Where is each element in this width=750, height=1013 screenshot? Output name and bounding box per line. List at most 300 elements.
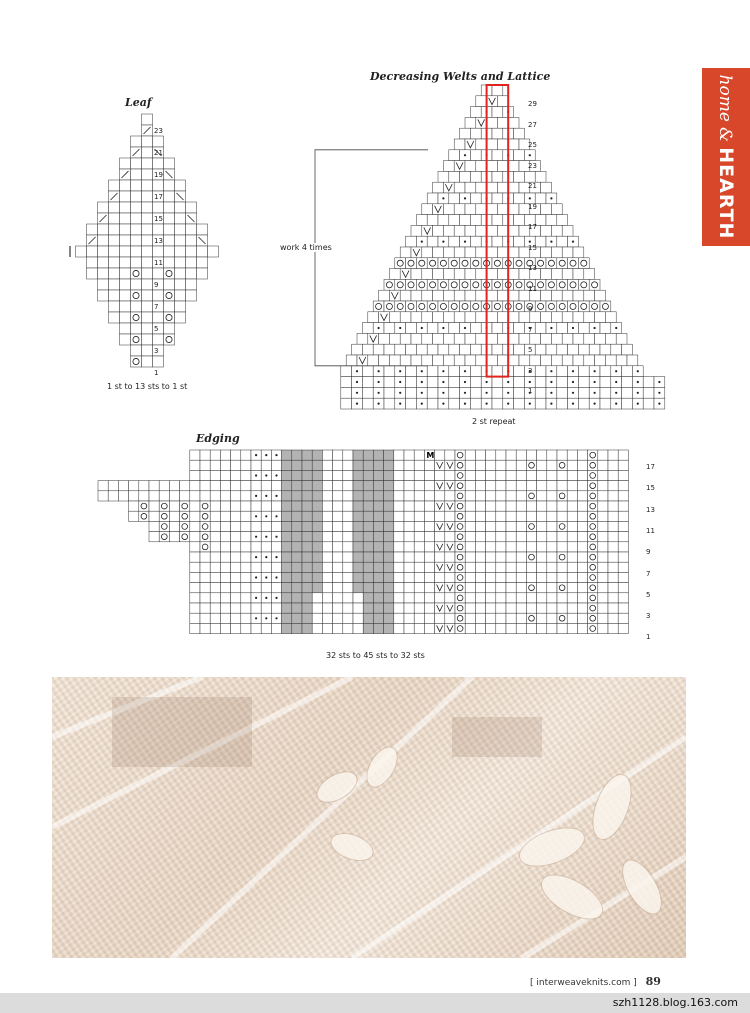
chart-cell (353, 532, 363, 542)
chart-cell (557, 501, 567, 511)
chart-cell (142, 356, 153, 367)
chart-cell (76, 246, 87, 257)
chart-cell (131, 290, 142, 301)
chart-cell (149, 511, 159, 521)
chart-cell (400, 333, 411, 344)
chart-cell (465, 312, 476, 323)
chart-cell (514, 387, 525, 398)
chart-cell (573, 269, 584, 280)
chart-cell (526, 532, 536, 542)
chart-cell (537, 603, 547, 613)
chart-cell (547, 542, 557, 552)
chart-cell (567, 501, 577, 511)
chart-cell (537, 572, 547, 582)
chart-cell (302, 521, 312, 531)
chart-cell (395, 279, 406, 290)
chart-cell (210, 542, 220, 552)
chart-cell (567, 481, 577, 491)
chart-cell (470, 107, 481, 118)
chart-cell (404, 593, 414, 603)
chart-cell (159, 501, 169, 511)
chart-cell (608, 613, 618, 623)
row-number: 19 (154, 171, 163, 179)
chart-cell (118, 491, 128, 501)
chart-cell (496, 562, 506, 572)
chart-cell (557, 377, 568, 388)
chart-cell (343, 481, 353, 491)
chart-cell (547, 481, 557, 491)
chart-cell (475, 562, 485, 572)
chart-cell (271, 501, 281, 511)
row-number: 7 (528, 325, 533, 334)
chart-cell (465, 572, 475, 582)
chart-cell (598, 460, 608, 470)
chart-cell (368, 312, 379, 323)
chart-cell (557, 258, 568, 269)
purl-symbol (572, 241, 574, 243)
chart-cell (175, 290, 186, 301)
chart-cell (465, 290, 476, 301)
chart-cell (616, 333, 627, 344)
chart-cell (292, 552, 302, 562)
chart-cell (547, 623, 557, 633)
chart-cell (231, 521, 241, 531)
chart-cell (109, 301, 120, 312)
chart-cell (486, 542, 496, 552)
chart-cell (261, 460, 271, 470)
chart-cell (465, 501, 475, 511)
chart-cell (496, 521, 506, 531)
chart-cell (292, 481, 302, 491)
chart-cell (363, 613, 373, 623)
chart-cell (109, 268, 120, 279)
chart-cell (149, 491, 159, 501)
chart-cell (363, 460, 373, 470)
chart-cell (384, 460, 394, 470)
chart-cell (454, 225, 465, 236)
chart-cell (588, 542, 598, 552)
chart-cell (400, 290, 411, 301)
chart-cell (200, 501, 210, 511)
chart-cell (476, 269, 487, 280)
chart-cell (424, 623, 434, 633)
chart-cell (292, 542, 302, 552)
chart-cell (159, 511, 169, 521)
chart-cell (406, 366, 417, 377)
chart-cell (164, 334, 175, 345)
chart-cell (497, 333, 508, 344)
chart-cell (200, 460, 210, 470)
chart-cell (470, 258, 481, 269)
purl-symbol (421, 392, 423, 394)
chart-cell (546, 215, 557, 226)
chart-cell (475, 450, 485, 460)
chart-cell (445, 450, 455, 460)
chart-cell (384, 323, 395, 334)
chart-cell (131, 213, 142, 224)
chart-cell (567, 583, 577, 593)
chart-cell (282, 481, 292, 491)
chart-cell (465, 450, 475, 460)
purl-symbol (507, 392, 509, 394)
chart-cell (343, 460, 353, 470)
chart-cell (573, 247, 584, 258)
chart-cell (438, 258, 449, 269)
purl-symbol (265, 515, 267, 517)
chart-cell (210, 572, 220, 582)
chart-cell (200, 552, 210, 562)
purl-symbol (550, 241, 552, 243)
chart-cell (210, 460, 220, 470)
chart-cell (241, 613, 251, 623)
chart-cell (98, 290, 109, 301)
chart-cell (476, 204, 487, 215)
chart-cell (302, 542, 312, 552)
chart-cell (312, 450, 322, 460)
chart-cell (557, 470, 567, 480)
chart-cell (333, 562, 343, 572)
chart-cell (618, 603, 628, 613)
purl-symbol (529, 197, 531, 199)
chart-cell (506, 603, 516, 613)
chart-cell (516, 481, 526, 491)
chart-cell (526, 572, 536, 582)
chart-cell (567, 511, 577, 521)
chart-cell (404, 470, 414, 480)
purl-symbol (255, 454, 257, 456)
chart-cell (302, 450, 312, 460)
chart-cell (363, 521, 373, 531)
chart-cell (400, 312, 411, 323)
chart-cell (519, 312, 530, 323)
chart-cell (282, 491, 292, 501)
chart-cell (394, 562, 404, 572)
chart-cell (465, 511, 475, 521)
chart-cell (190, 470, 200, 480)
chart-cell (384, 542, 394, 552)
chart-cell (618, 613, 628, 623)
chart-cell (251, 603, 261, 613)
chart-cell (394, 552, 404, 562)
chart-cell (210, 552, 220, 562)
chart-cell (394, 460, 404, 470)
chart-cell (557, 236, 568, 247)
chart-cell (424, 613, 434, 623)
chart-cell (492, 128, 503, 139)
chart-cell (422, 204, 433, 215)
chart-cell (333, 593, 343, 603)
chart-cell (384, 603, 394, 613)
chart-cell (497, 96, 508, 107)
chart-cell (373, 613, 383, 623)
chart-cell (475, 491, 485, 501)
chart-cell (427, 366, 438, 377)
purl-symbol (356, 370, 358, 372)
purl-symbol (275, 454, 277, 456)
row-number: 3 (154, 347, 159, 355)
chart-cell (465, 117, 476, 128)
chart-cell (373, 593, 383, 603)
row-number: 9 (154, 281, 159, 289)
chart-cell (584, 333, 595, 344)
chart-cell (87, 268, 98, 279)
chart-cell (142, 158, 153, 169)
row-number: 17 (154, 193, 163, 201)
chart-cell (424, 572, 434, 582)
chart-cell (578, 398, 589, 409)
chart-cell (608, 623, 618, 633)
chart-cell (400, 355, 411, 366)
chart-cell (190, 572, 200, 582)
chart-cell (422, 333, 433, 344)
chart-cell (231, 491, 241, 501)
chart-cell (231, 450, 241, 460)
chart-cell (333, 542, 343, 552)
row-number: 13 (528, 264, 537, 272)
chart-cell (557, 387, 568, 398)
chart-cell (567, 603, 577, 613)
purl-symbol (464, 241, 466, 243)
chart-cell (322, 542, 332, 552)
chart-cell (142, 136, 153, 147)
purl-symbol (255, 536, 257, 538)
chart-cell (455, 450, 465, 460)
chart-cell (363, 562, 373, 572)
chart-cell (175, 213, 186, 224)
chart-cell (210, 562, 220, 572)
chart-cell (516, 470, 526, 480)
chart-cell (567, 593, 577, 603)
chart-cell (567, 562, 577, 572)
chart-cell (190, 593, 200, 603)
chart-cell (142, 279, 153, 290)
chart-cell (333, 623, 343, 633)
chart-cell (541, 333, 552, 344)
chart-cell (422, 269, 433, 280)
chart-cell (292, 593, 302, 603)
chart-cell (333, 511, 343, 521)
chart-cell (492, 107, 503, 118)
chart-cell (424, 491, 434, 501)
chart-cell (433, 182, 444, 193)
chart-cell (200, 521, 210, 531)
chart-cell (455, 511, 465, 521)
chart-cell (373, 623, 383, 633)
chart-cell (598, 450, 608, 460)
chart-cell (210, 470, 220, 480)
purl-symbol (572, 327, 574, 329)
row-number: 13 (646, 505, 655, 514)
chart-cell (470, 193, 481, 204)
purl-symbol (529, 403, 531, 405)
chart-cell (261, 603, 271, 613)
chart-cell (153, 356, 164, 367)
chart-cell (422, 247, 433, 258)
chart-cell (492, 171, 503, 182)
row-number: 1 (646, 633, 651, 642)
chart-cell (200, 450, 210, 460)
chart-cell (322, 491, 332, 501)
chart-cell (506, 511, 516, 521)
watermark-bar (0, 993, 750, 1013)
chart-cell (438, 215, 449, 226)
chart-cell (643, 377, 654, 388)
chart-cell (465, 204, 476, 215)
chart-cell (406, 258, 417, 269)
purl-symbol (255, 617, 257, 619)
section-tab-amp: & (715, 127, 735, 143)
chart-cell (487, 333, 498, 344)
chart-cell (475, 501, 485, 511)
chart-cell (120, 268, 131, 279)
row-number: 11 (528, 284, 537, 293)
chart-cell (476, 355, 487, 366)
chart-cell (164, 323, 175, 334)
chart-cell (526, 460, 536, 470)
chart-cell (271, 542, 281, 552)
chart-cell (598, 521, 608, 531)
chart-cell (231, 481, 241, 491)
chart-cell (373, 552, 383, 562)
chart-cell (373, 583, 383, 593)
chart-cell (492, 215, 503, 226)
chart-cell (557, 301, 568, 312)
chart-cell (598, 552, 608, 562)
purl-symbol (464, 154, 466, 156)
chart-cell (312, 491, 322, 501)
chart-cell (159, 532, 169, 542)
chart-cell (251, 501, 261, 511)
chart-cell (577, 542, 587, 552)
chart-cell (547, 593, 557, 603)
chart-cell (435, 532, 445, 542)
chart-cell (573, 312, 584, 323)
chart-cell (537, 552, 547, 562)
chart-cell (530, 312, 541, 323)
chart-cell (153, 334, 164, 345)
purl-symbol (615, 327, 617, 329)
chart-cell (241, 511, 251, 521)
chart-cell (424, 521, 434, 531)
chart-cell (486, 491, 496, 501)
chart-cell (476, 312, 487, 323)
chart-cell (445, 572, 455, 582)
chart-cell (379, 355, 390, 366)
edging-marker: M (426, 451, 435, 461)
chart-cell (394, 481, 404, 491)
chart-cell (541, 225, 552, 236)
chart-cell (476, 333, 487, 344)
chart-cell (220, 583, 230, 593)
chart-cell (496, 603, 506, 613)
chart-cell (175, 202, 186, 213)
chart-cell (608, 481, 618, 491)
row-number: 3 (528, 366, 533, 375)
chart-cell (496, 511, 506, 521)
chart-cell (241, 542, 251, 552)
chart-cell (404, 511, 414, 521)
chart-cell (186, 279, 197, 290)
chart-cell (414, 511, 424, 521)
chart-cell (496, 552, 506, 562)
chart-cell (220, 511, 230, 521)
chart-cell (551, 333, 562, 344)
purl-symbol (615, 392, 617, 394)
chart-cell (241, 572, 251, 582)
chart-cell (312, 603, 322, 613)
chart-cell (486, 450, 496, 460)
chart-cell (131, 257, 142, 268)
chart-cell (292, 572, 302, 582)
chart-cell (497, 117, 508, 128)
chart-cell (142, 169, 153, 180)
chart-cell (149, 501, 159, 511)
chart-cell (142, 246, 153, 257)
chart-cell (149, 532, 159, 542)
chart-cell (567, 521, 577, 531)
chart-cell (443, 247, 454, 258)
chart-cell (394, 542, 404, 552)
chart-cell (210, 491, 220, 501)
purl-symbol (615, 403, 617, 405)
chart-cell (180, 501, 190, 511)
chart-cell (537, 623, 547, 633)
chart-cell (186, 268, 197, 279)
chart-cell (363, 491, 373, 501)
purl-symbol (378, 381, 380, 383)
chart-cell (506, 623, 516, 633)
chart-cell (454, 355, 465, 366)
edging-title: Edging (196, 432, 240, 445)
chart-cell (343, 521, 353, 531)
chart-cell (568, 279, 579, 290)
purl-symbol (275, 495, 277, 497)
chart-cell (302, 623, 312, 633)
chart-cell (333, 521, 343, 531)
chart-cell (547, 583, 557, 593)
purl-symbol (442, 370, 444, 372)
chart-cell (302, 532, 312, 542)
edging-caption: 32 sts to 45 sts to 32 sts (326, 651, 425, 660)
chart-cell (384, 623, 394, 633)
chart-cell (535, 323, 546, 334)
chart-cell (578, 366, 589, 377)
chart-cell (514, 344, 525, 355)
chart-cell (598, 470, 608, 480)
chart-cell (492, 85, 503, 96)
chart-cell (516, 603, 526, 613)
chart-cell (231, 593, 241, 603)
chart-cell (142, 191, 153, 202)
chart-cell (557, 215, 568, 226)
chart-cell (302, 470, 312, 480)
chart-cell (433, 355, 444, 366)
chart-cell (186, 235, 197, 246)
chart-cell (175, 301, 186, 312)
chart-cell (404, 572, 414, 582)
chart-cell (460, 128, 471, 139)
chart-cell (567, 470, 577, 480)
chart-cell (282, 542, 292, 552)
chart-cell (343, 501, 353, 511)
chart-cell (433, 333, 444, 344)
chart-cell (363, 481, 373, 491)
chart-cell (622, 344, 633, 355)
chart-cell (588, 481, 598, 491)
chart-cell (427, 215, 438, 226)
chart-cell (343, 450, 353, 460)
chart-cell (190, 552, 200, 562)
